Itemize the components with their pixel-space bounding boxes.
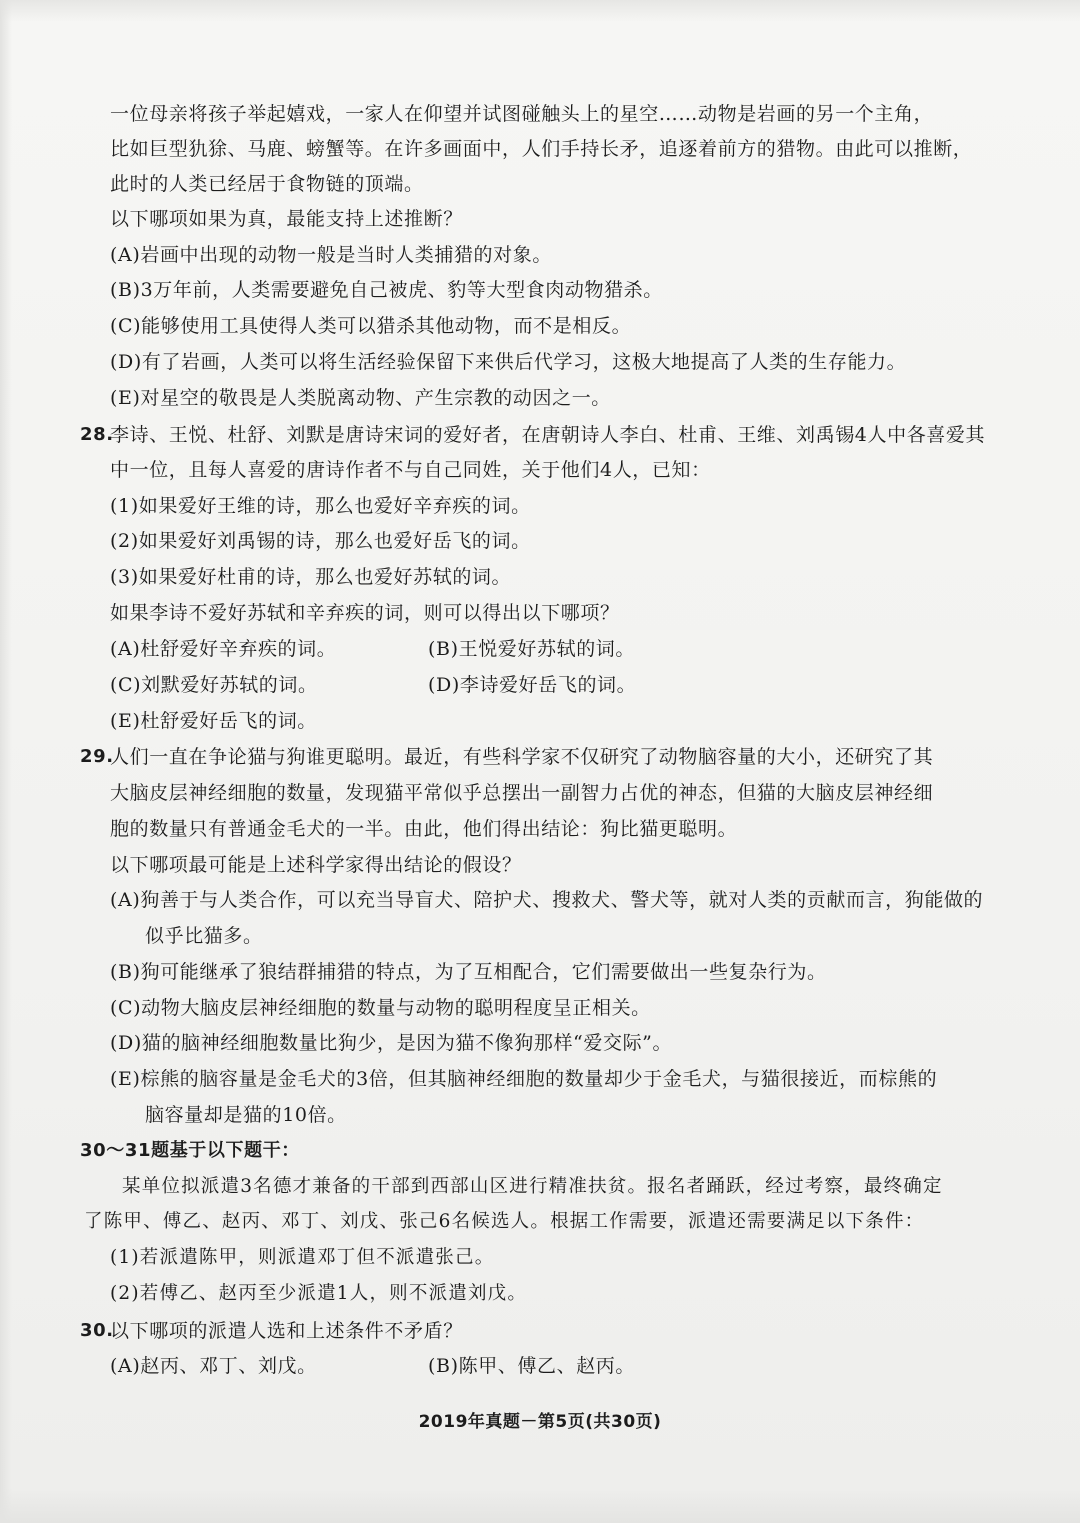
question-prompt: 如果李诗不爱好苏轼和辛弃疾的词，则可以得出以下哪项？ xyxy=(110,602,620,624)
option-d: (D)猫的脑神经细胞数量比狗少，是因为猫不像狗那样“爱交际”。 xyxy=(110,1032,673,1054)
option-c: (C)能够使用工具使得人类可以猎杀其他动物，而不是相反。 xyxy=(110,315,632,337)
condition-3: (3)如果爱好杜甫的诗，那么也爱好苏轼的词。 xyxy=(110,566,512,588)
option-e-continued: 脑容量却是猫的10倍。 xyxy=(145,1104,347,1126)
option-a-continued: 似乎比猫多。 xyxy=(145,925,263,947)
option-d: (D)李诗爱好岳飞的词。 xyxy=(428,674,637,696)
passage-line: 一位母亲将孩子举起嬉戏，一家人在仰望并试图碰触头上的星空……动物是岩画的另一个主角， xyxy=(110,103,934,125)
option-e: (E)杜舒爱好岳飞的词。 xyxy=(110,710,317,732)
question-prompt: 以下哪项最可能是上述科学家得出结论的假设？ xyxy=(110,854,522,876)
option-b: (B)陈甲、傅乙、赵丙。 xyxy=(428,1355,635,1377)
condition-1: (1)如果爱好王维的诗，那么也爱好辛弃疾的词。 xyxy=(110,495,531,517)
passage-line: 某单位拟派遣3名德才兼备的干部到西部山区进行精准扶贫。报名者踊跃，经过考察，最终确定 xyxy=(122,1176,943,1197)
question-number: 30. xyxy=(80,1320,114,1341)
passage-line: 此时的人类已经居于食物链的顶端。 xyxy=(110,173,424,195)
option-a: (A)岩画中出现的动物一般是当时人类捕猎的对象。 xyxy=(110,244,552,266)
section-heading: 30～31题基于以下题干： xyxy=(80,1140,300,1161)
question-stem: 胞的数量只有普通金毛犬的一半。由此，他们得出结论：狗比猫更聪明。 xyxy=(110,818,738,840)
condition-1: (1)若派遣陈甲，则派遣邓丁但不派遣张己。 xyxy=(110,1247,495,1268)
option-c: (C)刘默爱好苏轼的词。 xyxy=(110,674,318,696)
option-a: (A)狗善于与人类合作，可以充当导盲犬、陪护犬、搜救犬、警犬等，就对人类的贡献而言，狗能做的 xyxy=(110,889,984,911)
option-d: (D)有了岩画，人类可以将生活经验保留下来供后代学习，这极大地提高了人类的生存能力。 xyxy=(110,351,907,373)
question-prompt: 以下哪项如果为真，最能支持上述推断？ xyxy=(110,208,463,230)
question-number: 28. xyxy=(80,424,114,445)
option-a: (A)杜舒爱好辛弃疾的词。 xyxy=(110,638,337,660)
page-footer: 2019年真题－第5页(共30页) xyxy=(418,1412,662,1432)
scan-edge-left xyxy=(0,0,12,1523)
option-c: (C)动物大脑皮层神经细胞的数量与动物的聪明程度呈正相关。 xyxy=(110,997,651,1019)
option-a: (A)赵丙、邓丁、刘戊。 xyxy=(110,1355,317,1377)
passage-line: 了陈甲、傅乙、赵丙、邓丁、刘戊、张己6名候选人。根据工作需要，派遣还需要满足以下条件： xyxy=(84,1211,925,1232)
question-stem: 以下哪项的派遣人选和上述条件不矛盾？ xyxy=(110,1320,463,1342)
scan-edge-top xyxy=(0,0,1080,22)
option-b: (B)王悦爱好苏轼的词。 xyxy=(428,638,635,660)
question-stem: 中一位，且每人喜爱的唐诗作者不与自己同姓，关于他们4人，已知： xyxy=(110,459,711,481)
question-stem: 大脑皮层神经细胞的数量，发现猫平常似乎总摆出一副智力占优的神态，但猫的大脑皮层神经细 xyxy=(110,782,934,804)
option-b: (B)狗可能继承了狼结群捕猎的特点，为了互相配合，它们需要做出一些复杂行为。 xyxy=(110,961,827,983)
scan-edge-bottom xyxy=(0,1488,1080,1523)
condition-2: (2)如果爱好刘禹锡的诗，那么也爱好岳飞的词。 xyxy=(110,530,531,552)
question-stem: 李诗、王悦、杜舒、刘默是唐诗宋词的爱好者，在唐朝诗人李白、杜甫、王维、刘禹锡4人中各喜爱其 xyxy=(110,424,986,446)
passage-line: 比如巨型犰狳、马鹿、螃蟹等。在许多画面中，人们手持长矛，追逐着前方的猎物。由此可以推断， xyxy=(110,138,973,160)
option-e: (E)对星空的敬畏是人类脱离动物、产生宗教的动因之一。 xyxy=(110,387,611,409)
question-stem: 人们一直在争论猫与狗谁更聪明。最近，有些科学家不仅研究了动物脑容量的大小，还研究了其 xyxy=(110,746,934,768)
question-number: 29. xyxy=(80,746,114,767)
condition-2: (2)若傅乙、赵丙至少派遣1人，则不派遣刘戊。 xyxy=(110,1283,528,1304)
option-b: (B)3万年前，人类需要避免自己被虎、豹等大型食肉动物猎杀。 xyxy=(110,279,663,301)
option-e: (E)棕熊的脑容量是金毛犬的3倍，但其脑神经细胞的数量却少于金毛犬，与猫很接近，而棕熊的 xyxy=(110,1068,938,1090)
